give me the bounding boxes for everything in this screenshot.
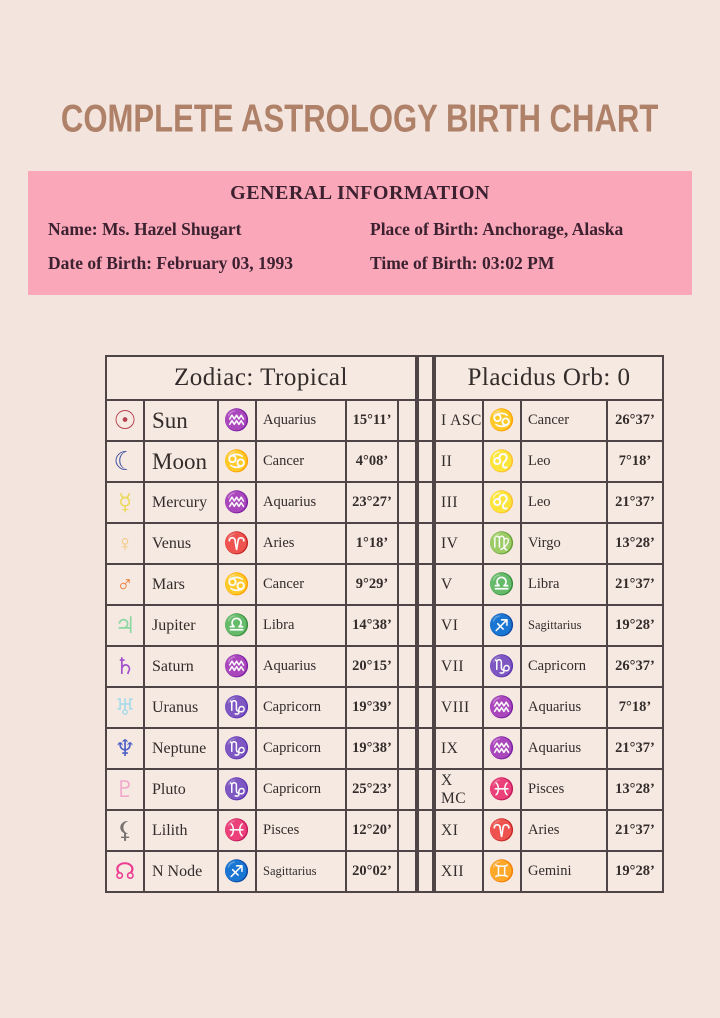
- table-row: [435, 687, 663, 728]
- sign-name-cell: Aquarius: [521, 687, 607, 728]
- degrees-cell: 26°37’: [607, 400, 663, 441]
- place-of-birth-field: [370, 219, 672, 240]
- sign-icon: ♒: [218, 400, 256, 441]
- house-number-cell: XII: [435, 851, 483, 892]
- planet-icon: ☾: [106, 441, 144, 482]
- table-row: [435, 441, 663, 482]
- table-row: [106, 728, 416, 769]
- planet-name-cell: Mars: [144, 564, 218, 605]
- planet-icon: ♇: [106, 769, 144, 810]
- divider-row: [418, 564, 433, 605]
- house-number-cell: II: [435, 441, 483, 482]
- planet-name-cell: Pluto: [144, 769, 218, 810]
- sign-icon: ♋: [218, 441, 256, 482]
- blank-cell: [398, 400, 416, 441]
- table-row: [106, 523, 416, 564]
- table-row: [435, 810, 663, 851]
- divider-header-cell: [418, 356, 433, 400]
- sign-name-cell: Libra: [521, 564, 607, 605]
- divider-cell: [418, 400, 433, 441]
- table-row: [435, 400, 663, 441]
- planet-icon: ♂: [106, 564, 144, 605]
- table-row: [106, 646, 416, 687]
- name-field: [48, 219, 370, 240]
- degrees-cell: 7°18’: [607, 687, 663, 728]
- sign-name-cell: Pisces: [256, 810, 346, 851]
- divider-row: [418, 400, 433, 441]
- date-of-birth-field: [48, 253, 370, 274]
- table-row: [106, 605, 416, 646]
- blank-cell: [398, 441, 416, 482]
- sign-icon: ♒: [218, 482, 256, 523]
- sign-name-cell: Leo: [521, 441, 607, 482]
- divider-cell: [418, 851, 433, 892]
- table-row: [435, 482, 663, 523]
- divider-row: [418, 523, 433, 564]
- sign-name-cell: Virgo: [521, 523, 607, 564]
- house-number-cell: IV: [435, 523, 483, 564]
- time-of-birth-label: Time of Birth:: [370, 253, 478, 273]
- degrees-cell: 1°18’: [346, 523, 398, 564]
- sign-icon: ♊: [483, 851, 521, 892]
- degrees-cell: 4°08’: [346, 441, 398, 482]
- table-row: [435, 728, 663, 769]
- sign-icon: ♑: [218, 687, 256, 728]
- name-label: Name:: [48, 219, 98, 239]
- table-row: [106, 441, 416, 482]
- blank-cell: [398, 851, 416, 892]
- sign-icon: ♓: [483, 769, 521, 810]
- table-row: [435, 523, 663, 564]
- blank-cell: [398, 810, 416, 851]
- blank-cell: [398, 564, 416, 605]
- divider-cell: [418, 564, 433, 605]
- table-row: [106, 851, 416, 892]
- sign-name-cell: Cancer: [521, 400, 607, 441]
- sign-icon: ♒: [483, 687, 521, 728]
- degrees-cell: 12°20’: [346, 810, 398, 851]
- sign-icon: ♋: [218, 564, 256, 605]
- sign-icon: ♍: [483, 523, 521, 564]
- planet-name-cell: N Node: [144, 851, 218, 892]
- degrees-cell: 20°15’: [346, 646, 398, 687]
- sign-name-cell: Aries: [521, 810, 607, 851]
- degrees-cell: 19°28’: [607, 851, 663, 892]
- house-number-cell: VI: [435, 605, 483, 646]
- sign-icon: ♎: [218, 605, 256, 646]
- table-row: [106, 400, 416, 441]
- degrees-cell: 21°37’: [607, 482, 663, 523]
- divider-row: [418, 728, 433, 769]
- degrees-cell: 20°02’: [346, 851, 398, 892]
- sign-name-cell: Leo: [521, 482, 607, 523]
- house-number-cell: IX: [435, 728, 483, 769]
- divider-row: [418, 646, 433, 687]
- sign-name-cell: Gemini: [521, 851, 607, 892]
- sign-icon: ♌: [483, 441, 521, 482]
- table-row: [435, 646, 663, 687]
- divider-row: [418, 441, 433, 482]
- degrees-cell: 9°29’: [346, 564, 398, 605]
- degrees-cell: 21°37’: [607, 728, 663, 769]
- sign-icon: ♌: [483, 482, 521, 523]
- planet-icon: ♀: [106, 523, 144, 564]
- sign-name-cell: Aquarius: [256, 646, 346, 687]
- blank-cell: [398, 728, 416, 769]
- general-info-box: [28, 171, 692, 295]
- house-number-cell: V: [435, 564, 483, 605]
- sign-name-cell: Sagittarius: [256, 851, 346, 892]
- table-row: [106, 769, 416, 810]
- sign-name-cell: Aries: [256, 523, 346, 564]
- planet-icon: ♃: [106, 605, 144, 646]
- sign-icon: ♈: [483, 810, 521, 851]
- planet-name-cell: Moon: [144, 441, 218, 482]
- table-row: [435, 769, 663, 810]
- planet-name-cell: Uranus: [144, 687, 218, 728]
- sign-icon: ♓: [218, 810, 256, 851]
- sign-name-cell: Aquarius: [256, 482, 346, 523]
- sign-name-cell: Capricorn: [256, 769, 346, 810]
- blank-cell: [398, 769, 416, 810]
- sign-name-cell: Libra: [256, 605, 346, 646]
- sign-name-cell: Pisces: [521, 769, 607, 810]
- degrees-cell: 19°39’: [346, 687, 398, 728]
- date-of-birth-label: Date of Birth:: [48, 253, 153, 273]
- table-row: [435, 851, 663, 892]
- blank-cell: [398, 482, 416, 523]
- planet-icon: ♅: [106, 687, 144, 728]
- sign-icon: ♒: [483, 728, 521, 769]
- divider-cell: [418, 810, 433, 851]
- table-row: [435, 564, 663, 605]
- general-info-heading: GENERAL INFORMATION: [230, 182, 490, 204]
- degrees-cell: 19°28’: [607, 605, 663, 646]
- degrees-cell: 25°23’: [346, 769, 398, 810]
- planet-name-cell: Venus: [144, 523, 218, 564]
- planet-name-cell: Sun: [144, 400, 218, 441]
- sign-name-cell: Sagittarius: [521, 605, 607, 646]
- page-title: [0, 98, 720, 140]
- blank-cell: [398, 646, 416, 687]
- divider-row: [418, 851, 433, 892]
- blank-cell: [398, 523, 416, 564]
- houses-table-header: Placidus Orb: 0: [435, 356, 663, 400]
- degrees-cell: 15°11’: [346, 400, 398, 441]
- planet-icon: ♆: [106, 728, 144, 769]
- divider-cell: [418, 523, 433, 564]
- planet-name-cell: Saturn: [144, 646, 218, 687]
- house-number-cell: XI: [435, 810, 483, 851]
- divider-row: [418, 769, 433, 810]
- birth-chart-tables: [105, 355, 664, 893]
- divider-column: [417, 355, 434, 893]
- degrees-cell: 26°37’: [607, 646, 663, 687]
- sign-icon: ♈: [218, 523, 256, 564]
- divider-cell: [418, 769, 433, 810]
- sign-icon: ♒: [218, 646, 256, 687]
- sign-name-cell: Aquarius: [256, 400, 346, 441]
- sign-name-cell: Cancer: [256, 564, 346, 605]
- divider-cell: [418, 441, 433, 482]
- house-number-cell: III: [435, 482, 483, 523]
- place-of-birth-label: Place of Birth:: [370, 219, 479, 239]
- sign-icon: ♎: [483, 564, 521, 605]
- divider-cell: [418, 482, 433, 523]
- planet-name-cell: Lilith: [144, 810, 218, 851]
- degrees-cell: 23°27’: [346, 482, 398, 523]
- divider-row: [418, 482, 433, 523]
- degrees-cell: 21°37’: [607, 564, 663, 605]
- sign-name-cell: Cancer: [256, 441, 346, 482]
- place-of-birth-value: Anchorage, Alaska: [482, 219, 624, 239]
- general-info-fields: [28, 205, 692, 274]
- divider-cell: [418, 728, 433, 769]
- house-number-cell: I ASC: [435, 400, 483, 441]
- page-title-text: COMPLETE ASTROLOGY BIRTH CHART: [61, 96, 659, 141]
- sign-icon: ♑: [483, 646, 521, 687]
- planet-name-cell: Jupiter: [144, 605, 218, 646]
- planet-name-cell: Neptune: [144, 728, 218, 769]
- planet-icon: ♄: [106, 646, 144, 687]
- table-row: [435, 605, 663, 646]
- sign-icon: ♑: [218, 728, 256, 769]
- planet-icon: ☉: [106, 400, 144, 441]
- planet-icon: ⚸: [106, 810, 144, 851]
- blank-cell: [398, 605, 416, 646]
- blank-cell: [398, 687, 416, 728]
- planet-name-cell: Mercury: [144, 482, 218, 523]
- degrees-cell: 13°28’: [607, 769, 663, 810]
- sign-name-cell: Capricorn: [521, 646, 607, 687]
- table-row: [106, 810, 416, 851]
- divider-row: [418, 810, 433, 851]
- degrees-cell: 19°38’: [346, 728, 398, 769]
- divider-row: [418, 605, 433, 646]
- divider-row: [418, 687, 433, 728]
- zodiac-table: [105, 355, 417, 893]
- planet-icon: ☿: [106, 482, 144, 523]
- date-of-birth-value: February 03, 1993: [156, 253, 293, 273]
- table-row: [106, 687, 416, 728]
- degrees-cell: 7°18’: [607, 441, 663, 482]
- planet-icon: ☊: [106, 851, 144, 892]
- name-value: Ms. Hazel Shugart: [101, 219, 242, 239]
- time-of-birth-field: [370, 253, 672, 274]
- zodiac-table-header: Zodiac: Tropical: [106, 356, 416, 400]
- sign-icon: ♋: [483, 400, 521, 441]
- sign-name-cell: Aquarius: [521, 728, 607, 769]
- sign-icon: ♐: [483, 605, 521, 646]
- table-row: [106, 564, 416, 605]
- sign-name-cell: Capricorn: [256, 687, 346, 728]
- sign-icon: ♐: [218, 851, 256, 892]
- divider-cell: [418, 687, 433, 728]
- sign-icon: ♑: [218, 769, 256, 810]
- table-row: [106, 482, 416, 523]
- house-number-cell: VIII: [435, 687, 483, 728]
- divider-cell: [418, 605, 433, 646]
- house-number-cell: VII: [435, 646, 483, 687]
- houses-table: [434, 355, 664, 893]
- degrees-cell: 21°37’: [607, 810, 663, 851]
- degrees-cell: 14°38’: [346, 605, 398, 646]
- time-of-birth-value: 03:02 PM: [481, 253, 555, 273]
- sign-name-cell: Capricorn: [256, 728, 346, 769]
- house-number-cell: X MC: [435, 769, 483, 810]
- divider-cell: [418, 646, 433, 687]
- degrees-cell: 13°28’: [607, 523, 663, 564]
